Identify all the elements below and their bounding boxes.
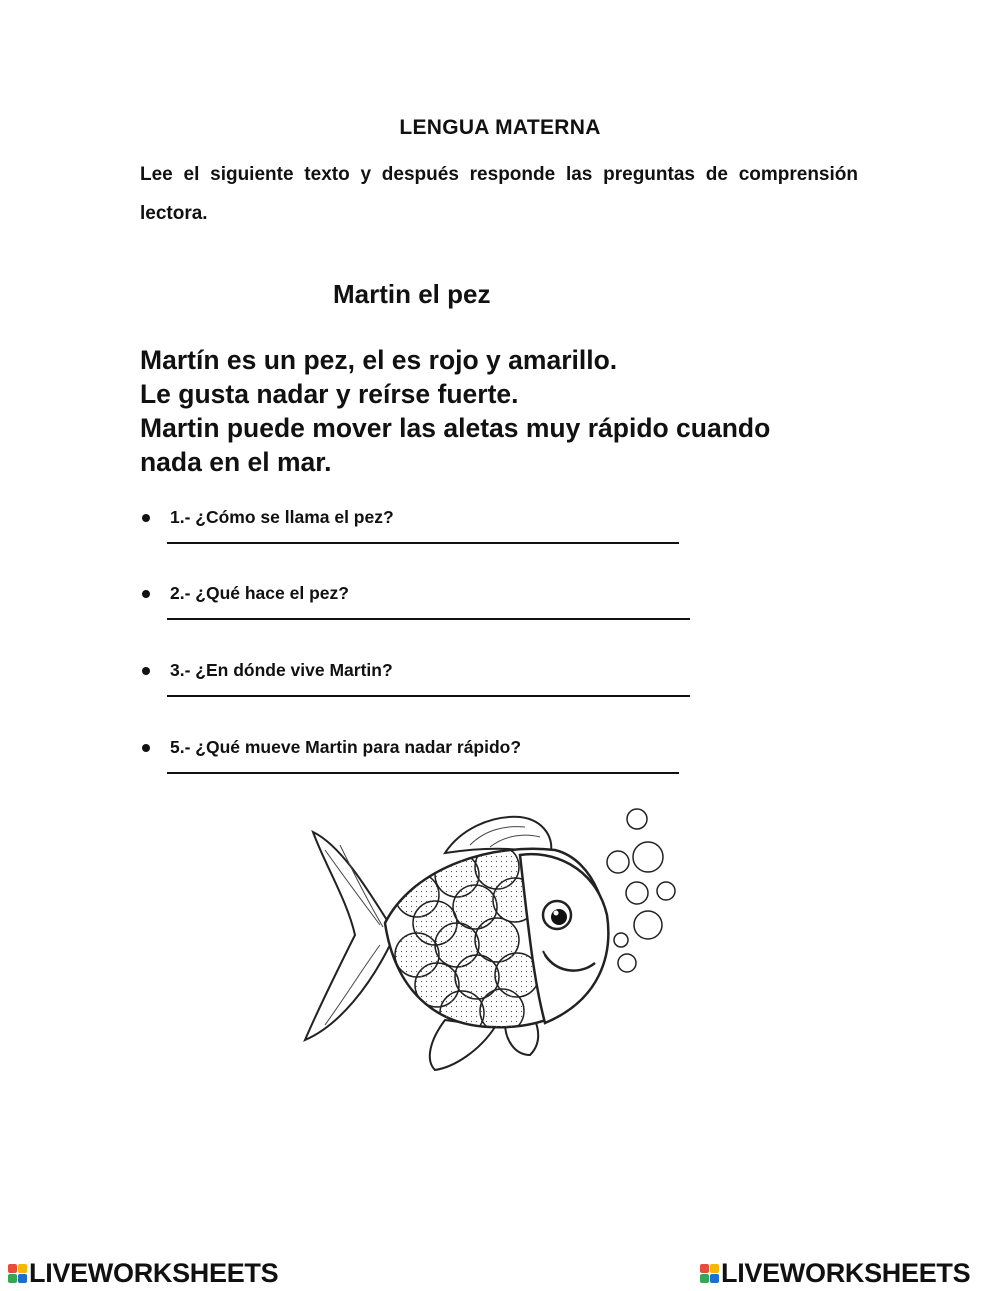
question-4 (140, 737, 740, 774)
answer-line-3[interactable] (167, 695, 690, 697)
story-line: Martín es un pez, el es rojo y amarillo. (140, 345, 618, 375)
liveworksheets-logo-right[interactable] (700, 1258, 970, 1289)
question-2 (140, 583, 740, 620)
story-text (140, 343, 900, 479)
question-text: 2.- ¿Qué hace el pez? (170, 583, 349, 603)
answer-line-2[interactable] (167, 618, 690, 620)
bullet-icon (142, 667, 150, 675)
instructions-text: Lee el siguiente texto y después responde las preguntas de comprensión lectora. (140, 164, 858, 224)
bullet-icon (142, 590, 150, 598)
logo-text: LIVEWORKSHEETS (721, 1258, 971, 1288)
logo-text: LIVEWORKSHEETS (29, 1258, 279, 1288)
question-1 (140, 507, 740, 544)
story-title: Martin el pez (333, 279, 491, 309)
bullet-icon (142, 514, 150, 522)
question-3 (140, 660, 740, 697)
liveworksheets-logo-icon (8, 1264, 27, 1283)
fish-illustration-icon (295, 805, 685, 1075)
answer-line-1[interactable] (167, 542, 679, 544)
liveworksheets-logo-left[interactable] (8, 1258, 278, 1289)
page-title: LENGUA MATERNA (399, 116, 601, 139)
story-line: Le gusta nadar y reírse fuerte. (140, 379, 519, 409)
question-text: 5.- ¿Qué mueve Martin para nadar rápido? (170, 737, 522, 757)
story-line: nada en el mar. (140, 447, 332, 477)
answer-line-4[interactable] (167, 772, 679, 774)
liveworksheets-logo-icon (700, 1264, 719, 1283)
bullet-icon (142, 744, 150, 752)
story-line: Martin puede mover las aletas muy rápido cuando (140, 413, 771, 443)
question-text: 3.- ¿En dónde vive Martin? (170, 660, 393, 680)
question-text: 1.- ¿Cómo se llama el pez? (170, 507, 394, 527)
